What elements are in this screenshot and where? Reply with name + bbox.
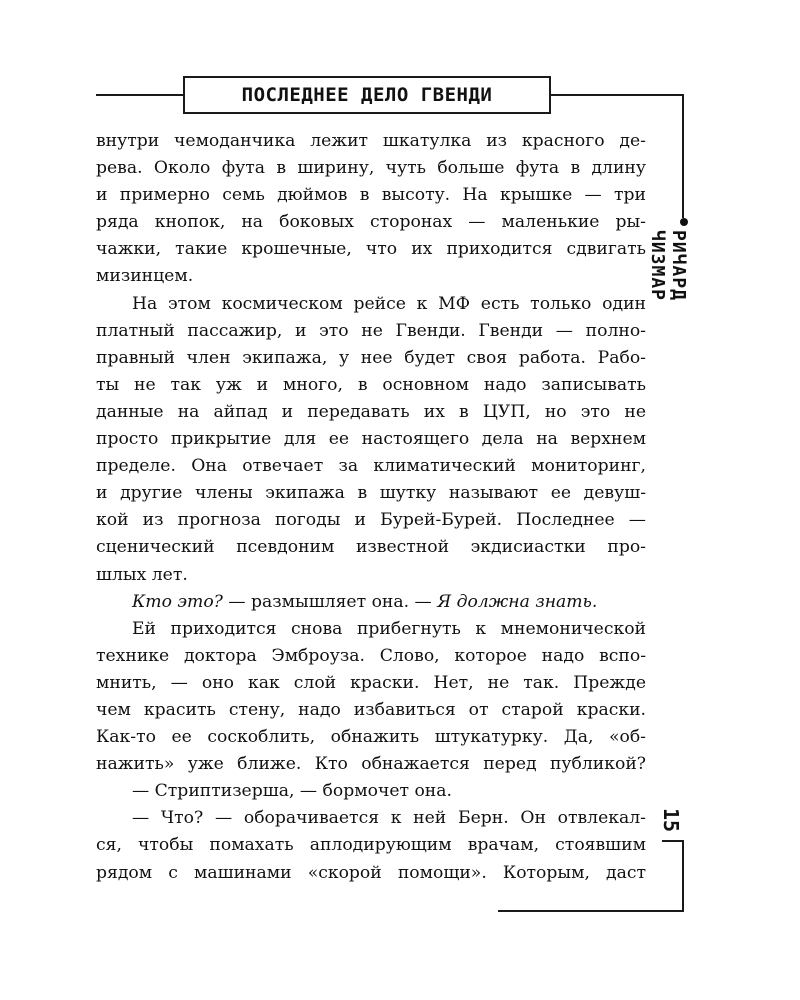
italic-thought: Кто это? bbox=[132, 591, 223, 612]
text-line: данные на айпад и передавать их в ЦУП, но это не bbox=[96, 401, 646, 422]
side-dot bbox=[680, 218, 688, 226]
text-line: рядом с машинами «скорой помощи». Которым, даст bbox=[96, 862, 646, 883]
text-line: технике доктора Эмброуза. Слово, которое надо вспо- bbox=[96, 645, 646, 666]
text-line: сценический псевдоним известной экдисиастки про- bbox=[96, 537, 646, 558]
running-header bbox=[183, 76, 551, 114]
text-line-mixed bbox=[96, 589, 646, 616]
book-title: ПОСЛЕДНЕЕ ДЕЛО ГВЕНДИ bbox=[241, 84, 493, 106]
text-line: ся, чтобы помахать аплодирующим врачам, стоявшим bbox=[96, 835, 646, 856]
author-name: РИЧАРД ЧИЗМАР bbox=[647, 230, 689, 302]
text-line: мизинцем. bbox=[96, 266, 194, 287]
text-line: ты не так уж и много, в основном надо записывать bbox=[96, 374, 646, 395]
text-line: Ей приходится снова прибегнуть к мнемонической bbox=[132, 618, 646, 639]
header-rule-left bbox=[96, 94, 183, 96]
side-rule-bottom bbox=[682, 840, 684, 912]
text-line: рева. Около фута в ширину, чуть больше фута в длину bbox=[96, 158, 646, 179]
side-rule-top bbox=[682, 94, 684, 218]
text-line: чем красить стену, надо избавиться от старой краски. bbox=[96, 699, 646, 720]
text-line: ряда кнопок, на боковых сторонах — маленькие ры- bbox=[96, 212, 646, 233]
text-line: мнить, — оно как слой краски. Нет, не так. Прежде bbox=[96, 672, 646, 693]
text-line: — Что? — оборачивается к ней Берн. Он отвлекал- bbox=[132, 808, 646, 829]
text-line: правный член экипажа, у нее будет своя работа. Рабо- bbox=[96, 347, 646, 368]
text-line: На этом космическом рейсе к МФ есть только один bbox=[132, 293, 646, 314]
header-rule-right bbox=[551, 94, 683, 96]
text-line: — Стриптизерша, — бормочет она. bbox=[132, 781, 452, 802]
body-text bbox=[96, 128, 646, 887]
italic-thought: Я должна знать. bbox=[437, 591, 598, 612]
narration: — размышляет она. — bbox=[222, 591, 438, 612]
page-number-tick bbox=[662, 840, 684, 842]
text-line: внутри чемоданчика лежит шкатулка из красного де- bbox=[96, 131, 646, 151]
text-line: Как-то ее соскоблить, обнажить штукатурку. Да, «об- bbox=[96, 727, 646, 748]
text-line: чажки, такие крошечные, что их приходится сдвигать bbox=[96, 239, 646, 260]
text-line: шлых лет. bbox=[96, 564, 188, 585]
text-line: и примерно семь дюймов в высоту. На крышке — три bbox=[96, 185, 646, 206]
text-line: кой из прогноза погоды и Бурей-Бурей. Последнее — bbox=[96, 510, 646, 531]
text-line: нажить» уже ближе. Кто обнажается перед публикой? bbox=[96, 754, 646, 775]
text-line: и другие члены экипажа в шутку называют ее девуш- bbox=[96, 483, 646, 504]
footer-rule bbox=[498, 910, 684, 912]
page-number: 15 bbox=[659, 807, 683, 833]
text-line: платный пассажир, и это не Гвенди. Гвенди — полно- bbox=[96, 320, 646, 341]
text-line: пределе. Она отвечает за климатический мониторинг, bbox=[96, 456, 646, 477]
text-line: просто прикрытие для ее настоящего дела на верхнем bbox=[96, 429, 646, 450]
